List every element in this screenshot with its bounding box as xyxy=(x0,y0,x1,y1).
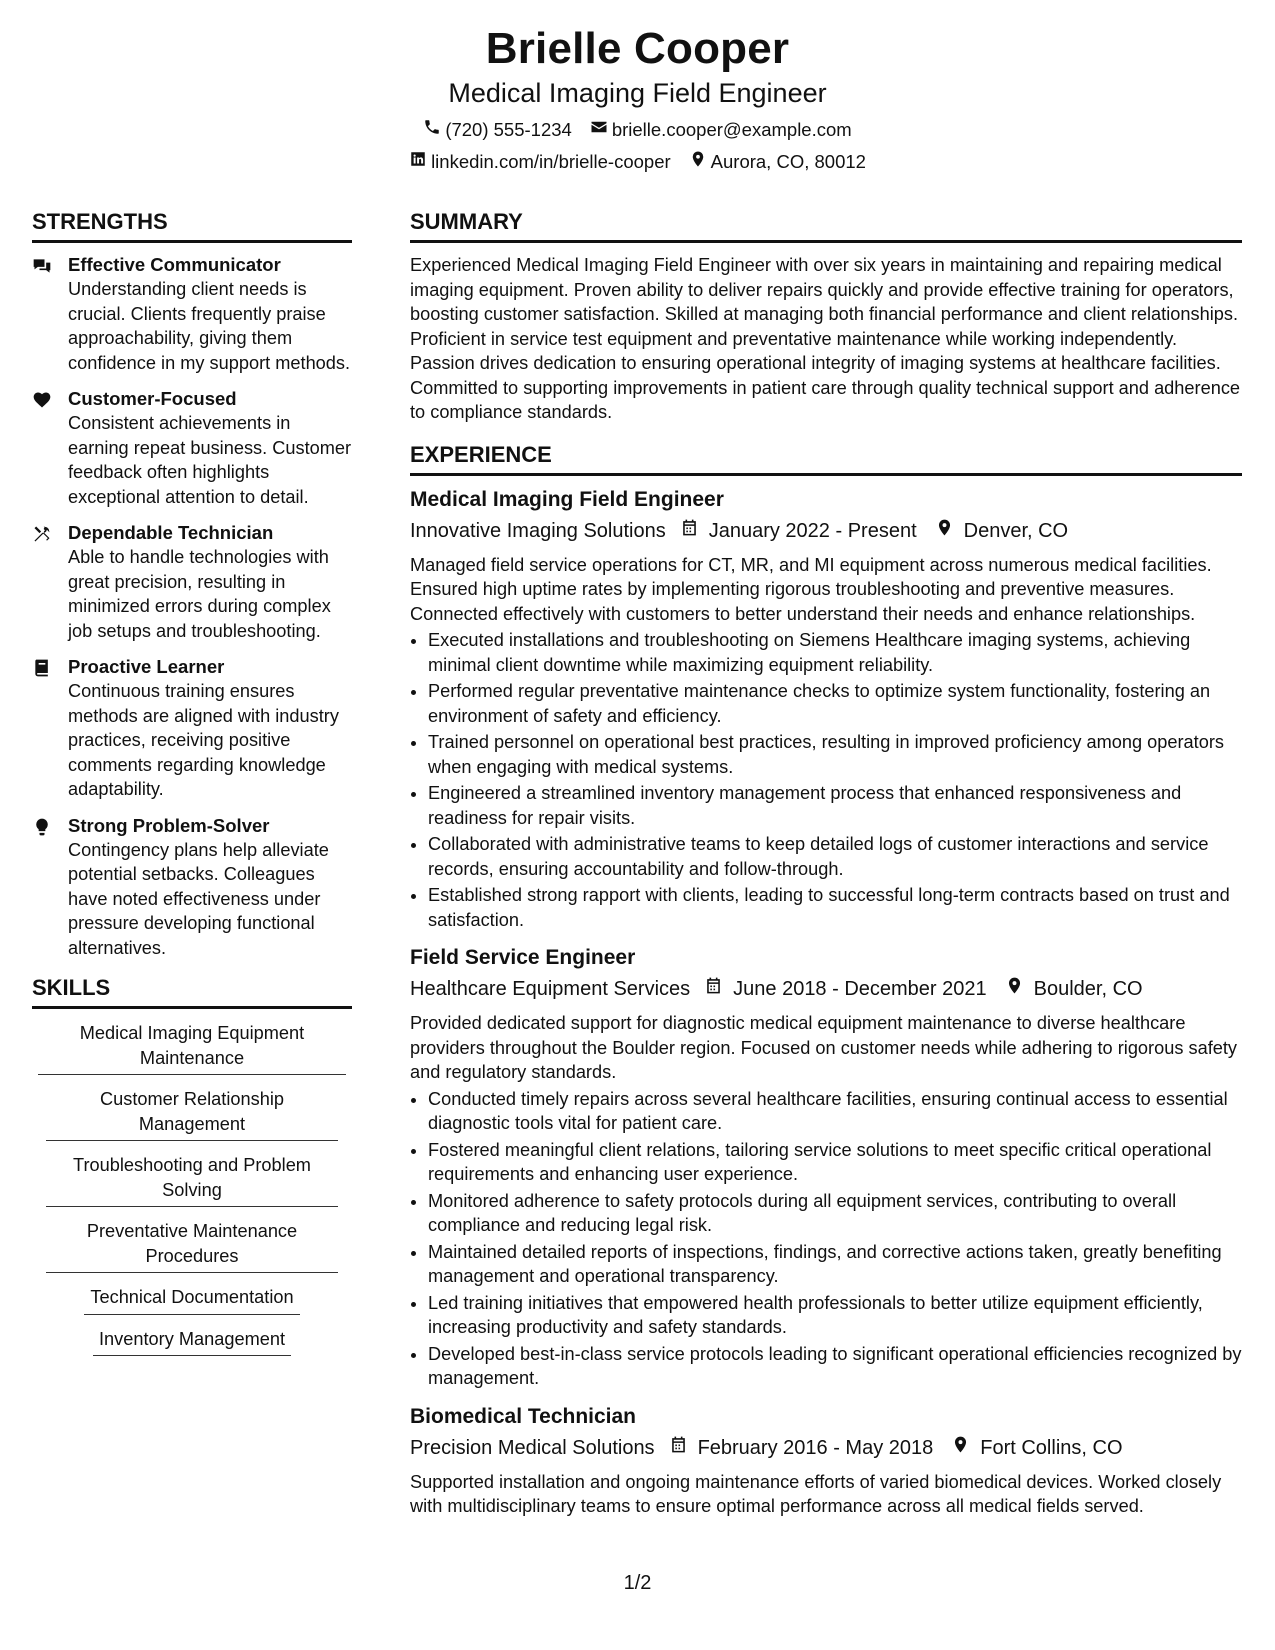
strength-title: Effective Communicator xyxy=(68,254,281,275)
candidate-title: Medical Imaging Field Engineer xyxy=(448,78,827,108)
job-location: Denver, CO xyxy=(963,519,1069,542)
job-description: Provided dedicated support for diagnostic medical equipment maintenance to diverse healthcare providers throughout the Boulder region. Focused on customer needs while adhering to rigorous safety and regulatory standards. xyxy=(410,1013,1238,1082)
job-bullet: • Trained personnel on operational best practices, resulting in improved proficiency among operators when engaging with medical systems. xyxy=(428,730,1242,779)
job-company: Innovative Imaging Solutions xyxy=(410,519,666,542)
job-meta xyxy=(410,517,1242,545)
phone-text: (720) 555-1234 xyxy=(445,119,572,140)
job-bullets xyxy=(410,1087,1242,1391)
job-company: Healthcare Equipment Services xyxy=(410,978,691,1000)
job-location: Boulder, CO xyxy=(1033,978,1143,1000)
strengths-heading: STRENGTHS xyxy=(32,208,352,243)
heart-icon xyxy=(32,387,54,509)
linkedin-contact[interactable] xyxy=(409,150,671,174)
summary-heading: SUMMARY xyxy=(410,208,1242,243)
job-title: Field Service Engineer xyxy=(410,946,636,969)
comments-icon xyxy=(32,253,54,375)
contact-row-2 xyxy=(0,150,1275,174)
skill-item: Technical Documentation xyxy=(84,1283,299,1315)
job-dates: February 2016 - May 2018 xyxy=(697,1436,934,1459)
email-contact[interactable] xyxy=(590,118,852,142)
job-description: Supported installation and ongoing maintenance efforts of varied biomedical devices. Worked closely with multidisciplinary teams to ensure optimal performance across all medical fields served. xyxy=(410,1471,1222,1516)
job-location: Fort Collins, CO xyxy=(980,1436,1123,1459)
page-number: 1/2 xyxy=(623,1572,652,1594)
job-entry xyxy=(410,1403,1242,1519)
strength-item xyxy=(32,387,352,509)
strength-title: Strong Problem-Solver xyxy=(68,814,270,836)
strength-item xyxy=(32,655,352,802)
job-bullet: • Maintained detailed reports of inspections, findings, and corrective actions taken, greatly benefiting management and operational transparency. xyxy=(428,1240,1242,1289)
envelope-icon xyxy=(590,118,608,142)
skills-list xyxy=(32,1019,352,1366)
map-pin-icon xyxy=(951,1434,980,1462)
job-bullet: • Conducted timely repairs across several healthcare facilities, ensuring continual access to essential diagnostic tools vital for patient care. xyxy=(428,1087,1242,1136)
calendar-icon xyxy=(680,517,709,545)
job-bullets xyxy=(410,628,1242,932)
strength-item xyxy=(32,814,352,961)
tools-icon xyxy=(32,521,54,643)
job-dates: June 2018 - December 2021 xyxy=(733,978,987,1000)
job-title: Medical Imaging Field Engineer xyxy=(410,487,724,511)
job-description: Managed field service operations for CT, MR, and MI equipment across numerous medical facilities. Ensured high uptime rates by implementing rigorous troubleshooting and preventive measures. Connected effectively with customers to better understand their needs and enhance relationships. xyxy=(410,554,1212,624)
job-meta xyxy=(410,1434,1242,1462)
job-company: Precision Medical Solutions xyxy=(410,1436,655,1459)
skill-item: Medical Imaging Equipment Maintenance xyxy=(38,1019,346,1075)
linkedin-text: linkedin.com/in/brielle-cooper xyxy=(431,151,671,172)
book-icon xyxy=(32,655,54,802)
job-bullet: • Engineered a streamlined inventory management process that enhanced responsiveness and readiness for repair visits. xyxy=(428,781,1242,830)
strength-desc: Contingency plans help alleviate potential setbacks. Colleagues have noted effectiveness under pressure developing functional alternatives. xyxy=(68,839,329,958)
skill-item: Troubleshooting and Problem Solving xyxy=(46,1151,338,1207)
lightbulb-icon xyxy=(32,814,54,961)
left-column xyxy=(32,208,352,1366)
job-title: Biomedical Technician xyxy=(410,1404,637,1428)
location-contact xyxy=(689,150,866,174)
contact-row-1 xyxy=(0,118,1275,142)
map-pin-icon xyxy=(935,517,964,545)
job-entry xyxy=(410,944,1242,1391)
job-entry xyxy=(410,486,1242,933)
strength-desc: Continuous training ensures methods are aligned with industry practices, receiving positive comments regarding knowledge adaptability. xyxy=(68,681,339,799)
email-text: brielle.cooper@example.com xyxy=(611,119,852,140)
job-bullet: • Led training initiatives that empowered health professionals to better utilize equipment efficiently, increasing productivity and safety standards. xyxy=(428,1291,1242,1340)
skill-item: Customer Relationship Management xyxy=(46,1085,338,1141)
map-pin-icon xyxy=(1005,975,1034,1003)
job-bullet: • Performed regular preventative maintenance checks to optimize system functionality, fostering an environment of safety and efficiency. xyxy=(428,679,1242,728)
job-bullet: • Fostered meaningful client relations, tailoring service solutions to meet specific critical operational requirements and enhancing user experience. xyxy=(428,1138,1242,1187)
strength-desc: Understanding client needs is crucial. Clients frequently praise approachability, giving them confidence in my support methods. xyxy=(68,279,351,373)
candidate-name: Brielle Cooper xyxy=(485,24,790,73)
right-column xyxy=(410,208,1242,1531)
location-text: Aurora, CO, 80012 xyxy=(710,151,866,172)
job-dates: January 2022 - Present xyxy=(708,519,917,542)
strength-desc: Able to handle technologies with great precision, resulting in minimized errors during complex job setups and troubleshooting. xyxy=(68,547,331,641)
linkedin-icon xyxy=(409,150,427,174)
phone-contact xyxy=(423,118,572,142)
job-meta xyxy=(410,975,1242,1003)
job-bullet: • Developed best-in-class service protocols leading to significant operational efficiencies recognized by management. xyxy=(428,1342,1242,1391)
skill-item: Preventative Maintenance Procedures xyxy=(46,1217,338,1273)
strength-item xyxy=(32,521,352,643)
strength-item xyxy=(32,253,352,375)
strength-title: Customer-Focused xyxy=(68,388,237,409)
resume-header xyxy=(0,22,1275,174)
skill-item: Inventory Management xyxy=(93,1325,291,1357)
strength-desc: Consistent achievements in earning repeat business. Customer feedback often highlights exceptional attention to detail. xyxy=(68,413,352,507)
map-pin-icon xyxy=(689,150,707,174)
experience-heading: EXPERIENCE xyxy=(410,441,1242,476)
calendar-icon xyxy=(704,975,733,1003)
phone-icon xyxy=(423,118,441,142)
summary-text: Experienced Medical Imaging Field Engineer with over six years in maintaining and repairing medical imaging equipment. Proven ability to deliver repairs quickly and provide effective training for operators, boosting customer satisfaction. Skilled at managing both financial performance and client relationships. Proficient in service test equipment and preventative maintenance while working independently. Passion drives dedication to ensuring operational integrity of imaging systems at healthcare facilities. Committed to supporting improvements in patient care through quality technical support and adherence to compliance standards. xyxy=(410,255,1241,422)
job-bullet: • Executed installations and troubleshooting on Siemens Healthcare imaging systems, achieving minimal client downtime while maximizing equipment reliability. xyxy=(428,628,1242,677)
strength-title: Dependable Technician xyxy=(68,522,274,543)
job-bullet: • Monitored adherence to safety protocols during all equipment services, contributing to overall compliance and reducing legal risk. xyxy=(428,1189,1242,1238)
skills-heading: SKILLS xyxy=(32,974,352,1009)
strength-title: Proactive Learner xyxy=(68,656,225,677)
calendar-icon xyxy=(669,1434,698,1462)
job-bullet: • Established strong rapport with clients, leading to successful long-term contracts based on trust and satisfaction. xyxy=(428,883,1242,932)
job-bullet: • Collaborated with administrative teams to keep detailed logs of customer interactions and service records, ensuring accountability and follow-through. xyxy=(428,832,1242,881)
